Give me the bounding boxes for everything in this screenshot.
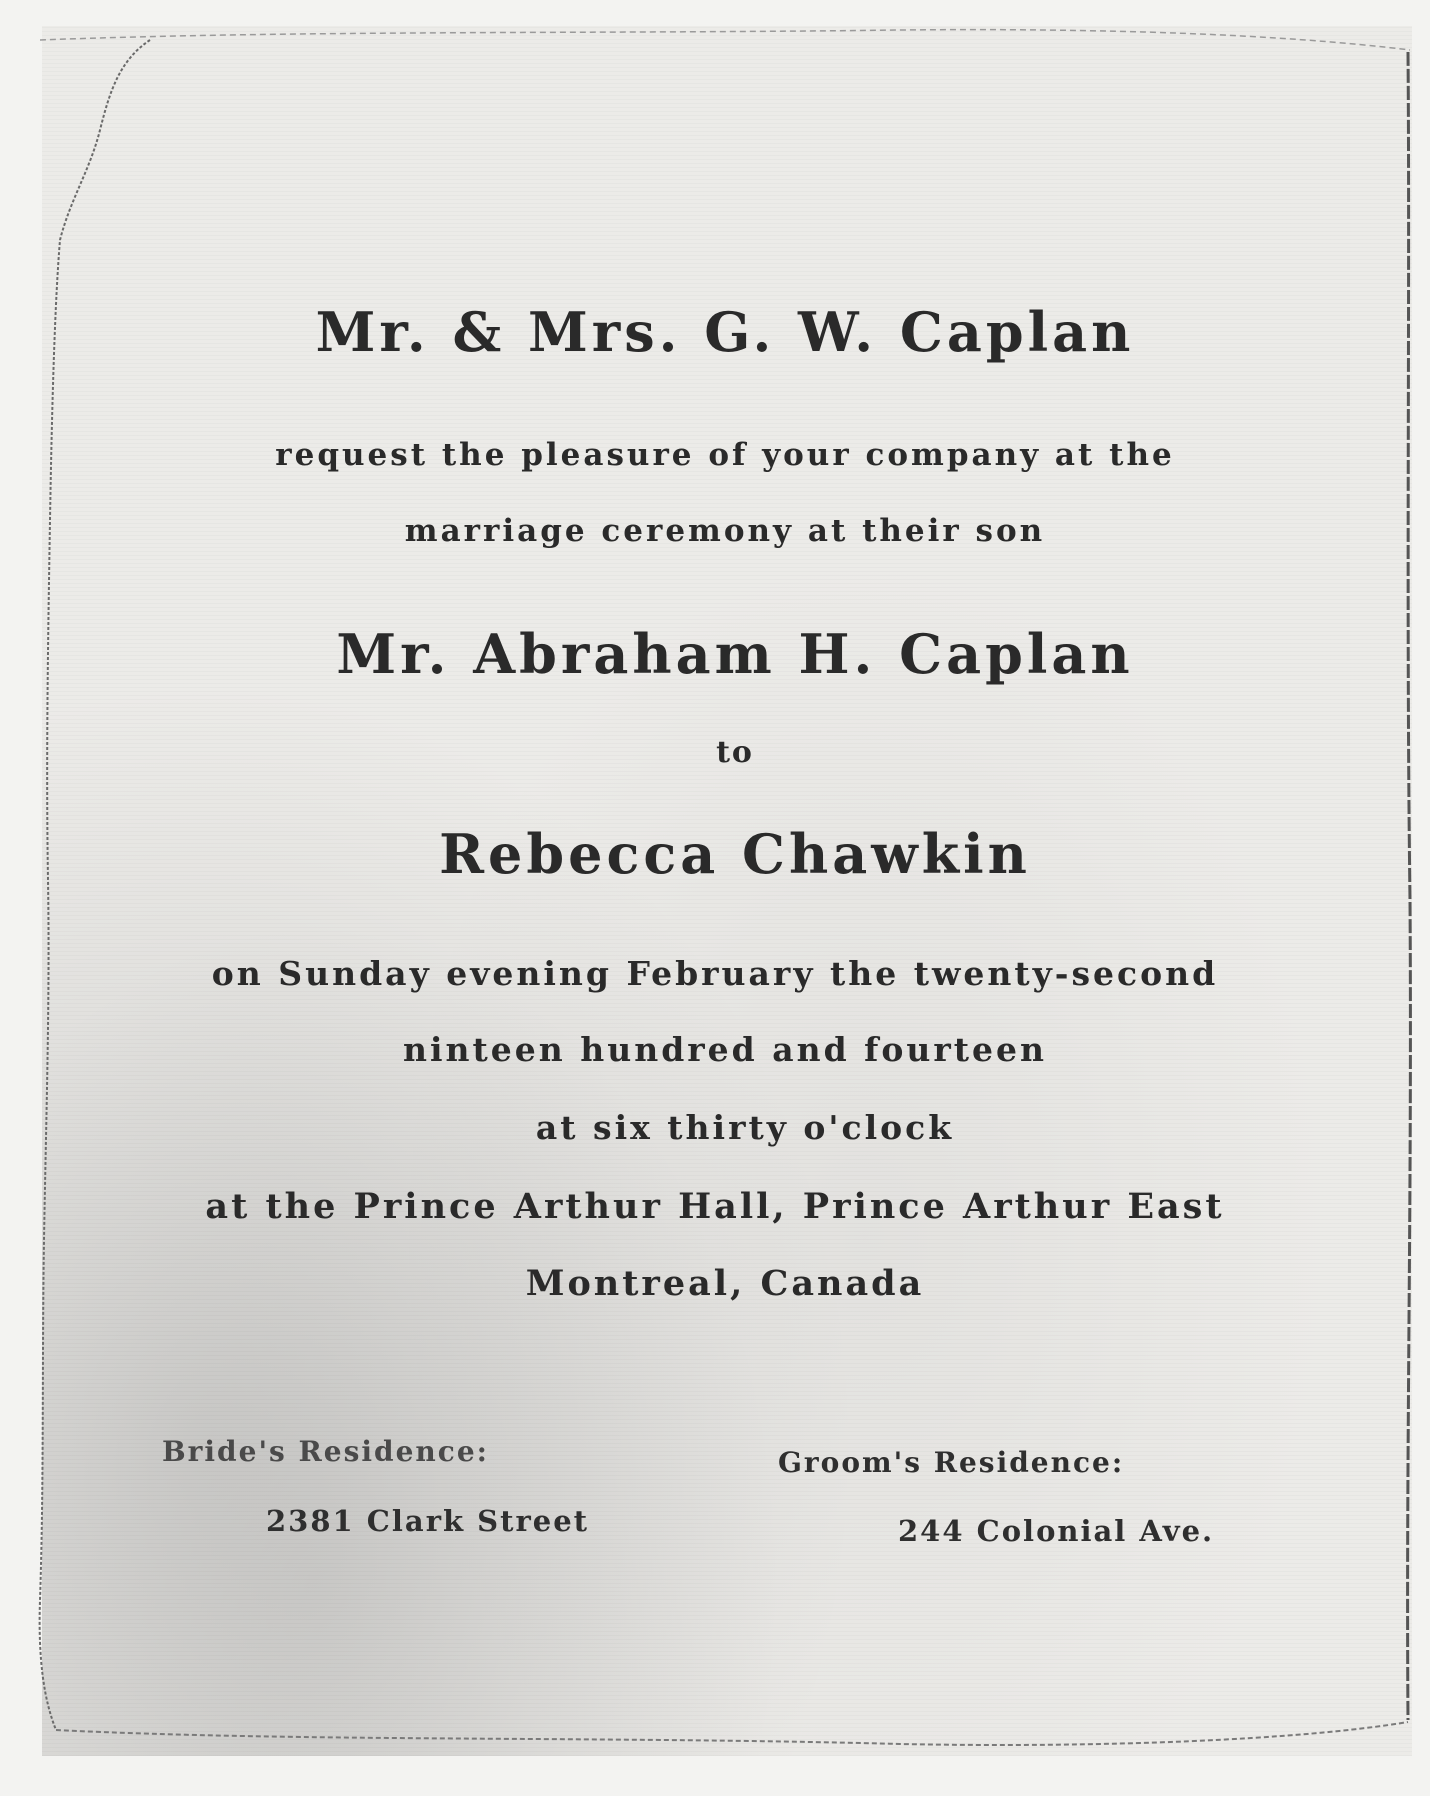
groom-name: Mr. Abraham H. Caplan	[336, 622, 1134, 686]
bride-name: Rebecca Chawkin	[439, 822, 1031, 886]
bride-residence-label: Bride's Residence:	[162, 1435, 489, 1468]
date-line-1: on Sunday evening February the twenty-second	[211, 954, 1219, 993]
connector-to: to	[716, 735, 754, 770]
city: Montreal, Canada	[525, 1263, 925, 1304]
host-names: Mr. & Mrs. G. W. Caplan	[315, 300, 1135, 364]
date-line-2: ninteen hundred and fourteen	[403, 1030, 1047, 1069]
request-line-1: request the pleasure of your company at the	[275, 437, 1175, 473]
request-line-2: marriage ceremony at their son	[404, 513, 1046, 549]
groom-residence-label: Groom's Residence:	[778, 1446, 1125, 1479]
card-bottom-edge	[56, 1722, 1408, 1745]
card-top-edge	[40, 30, 1410, 50]
venue: at the Prince Arthur Hall, Prince Arthur East	[205, 1186, 1225, 1227]
groom-residence-address: 244 Colonial Ave.	[898, 1514, 1215, 1548]
bride-residence-address: 2381 Clark Street	[266, 1504, 590, 1538]
ceremony-time: at six thirty o'clock	[535, 1108, 955, 1147]
